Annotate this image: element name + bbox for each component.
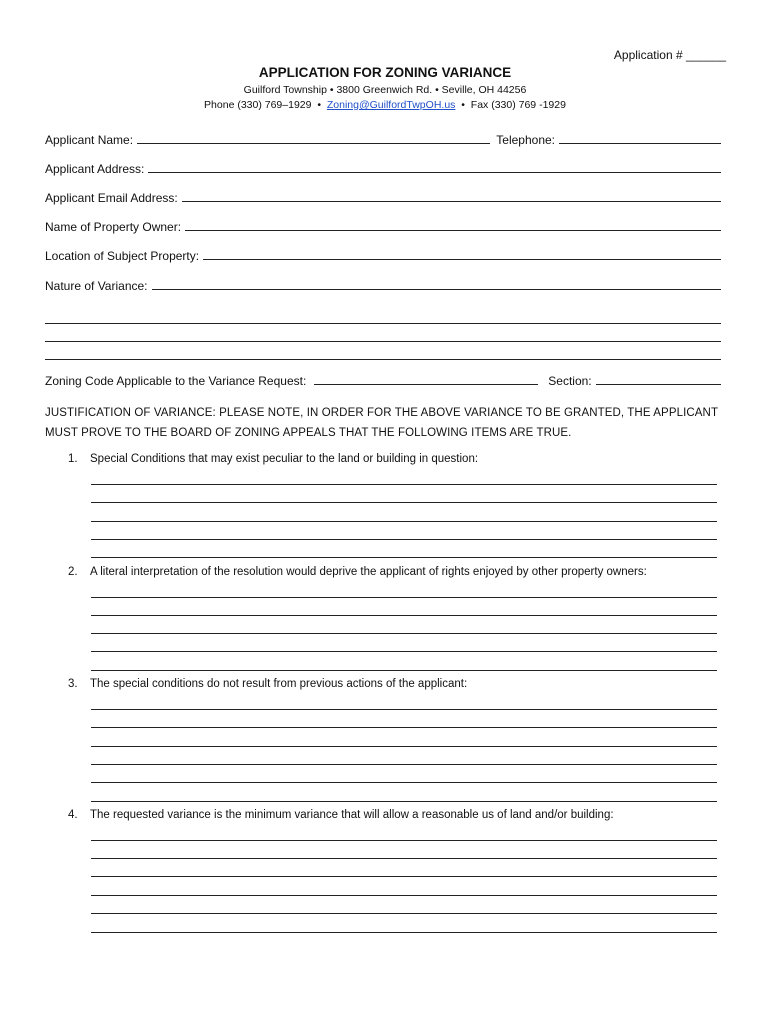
answer-line[interactable]	[91, 746, 717, 747]
email-link[interactable]: Zoning@GuilfordTwpOH.us	[326, 99, 456, 111]
variance-blank-line[interactable]	[45, 323, 721, 324]
applicant-name-field[interactable]	[137, 142, 490, 144]
answer-line[interactable]	[91, 597, 717, 598]
answer-line[interactable]	[91, 502, 717, 503]
applicant-address-row	[45, 162, 721, 176]
applicant-address-field[interactable]	[148, 171, 721, 173]
answer-line[interactable]	[91, 932, 717, 933]
township-address: Guilford Township • 3800 Greenwich Rd. • Seville, OH 44256	[243, 84, 527, 96]
applicant-email-label: Applicant Email Address:	[45, 191, 178, 205]
justification-notice: JUSTIFICATION OF VARIANCE: PLEASE NOTE, IN ORDER FOR THE ABOVE VARIANCE TO BE GRANTED, THE APPLICANT MUST PROVE TO THE BOARD OF ZONING APPEALS THAT THE FOLLOWING ITEMS ARE TRUE.	[45, 407, 718, 439]
phone-number: Phone (330) 769–1929	[204, 99, 312, 111]
subject-property-field[interactable]	[203, 258, 721, 260]
answer-line[interactable]	[91, 615, 717, 616]
question-text: Special Conditions that may exist peculiar to the land or building in question:	[90, 453, 479, 465]
answer-line[interactable]	[91, 876, 717, 877]
question-3	[68, 678, 467, 690]
answer-line[interactable]	[91, 521, 717, 522]
answer-line[interactable]	[91, 727, 717, 728]
applicant-email-row	[45, 191, 721, 205]
question-text: The special conditions do not result from previous actions of the applicant:	[90, 678, 468, 690]
nature-of-variance-label: Nature of Variance:	[45, 279, 148, 293]
applicant-name-label: Applicant Name:	[45, 133, 134, 147]
question-text: The requested variance is the minimum variance that will allow a reasonable us of land and/or building:	[90, 809, 614, 821]
zoning-code-label: Zoning Code Applicable to the Variance Request:	[45, 374, 307, 388]
question-number: 4.	[68, 809, 78, 821]
property-owner-row	[45, 220, 721, 234]
answer-line[interactable]	[91, 670, 717, 671]
variance-blank-line[interactable]	[45, 359, 721, 360]
section-field[interactable]	[596, 383, 721, 385]
answer-line[interactable]	[91, 782, 717, 783]
applicant-email-field[interactable]	[182, 200, 721, 202]
question-1	[68, 453, 478, 465]
answer-line[interactable]	[91, 709, 717, 710]
answer-line[interactable]	[91, 840, 717, 841]
question-number: 2.	[68, 566, 78, 578]
answer-line[interactable]	[91, 801, 717, 802]
applicant-address-label: Applicant Address:	[45, 162, 145, 176]
question-2	[68, 566, 647, 578]
question-text: A literal interpretation of the resolution would deprive the applicant of rights enjoyed by other property owners:	[90, 566, 647, 578]
applicant-name-row	[45, 133, 721, 147]
variance-blank-line[interactable]	[45, 341, 721, 342]
question-4	[68, 809, 614, 821]
form-title: APPLICATION FOR ZONING VARIANCE	[258, 65, 512, 80]
bullet-separator: •	[461, 99, 465, 111]
answer-line[interactable]	[91, 764, 717, 765]
question-number: 3.	[68, 678, 78, 690]
telephone-field[interactable]	[559, 142, 721, 144]
section-label: Section:	[548, 374, 592, 388]
application-number: Application # ______	[613, 48, 726, 62]
answer-line[interactable]	[91, 858, 717, 859]
telephone-label: Telephone:	[496, 133, 555, 147]
nature-of-variance-row	[45, 279, 721, 293]
bullet-separator: •	[317, 99, 322, 111]
answer-line[interactable]	[91, 539, 717, 540]
contact-line	[0, 99, 770, 111]
answer-line[interactable]	[91, 895, 717, 896]
property-owner-label: Name of Property Owner:	[45, 220, 182, 234]
subject-property-label: Location of Subject Property:	[45, 249, 200, 263]
question-number: 1.	[68, 453, 78, 465]
nature-of-variance-field[interactable]	[152, 288, 722, 290]
answer-line[interactable]	[91, 633, 717, 634]
subject-property-row	[45, 249, 721, 263]
zoning-code-row	[45, 374, 721, 388]
answer-line[interactable]	[91, 651, 717, 652]
property-owner-field[interactable]	[185, 229, 721, 231]
fax-number: Fax (330) 769 -1929	[470, 99, 566, 111]
zoning-code-field[interactable]	[314, 383, 538, 385]
answer-line[interactable]	[91, 557, 717, 558]
answer-line[interactable]	[91, 913, 717, 914]
answer-line[interactable]	[91, 484, 717, 485]
